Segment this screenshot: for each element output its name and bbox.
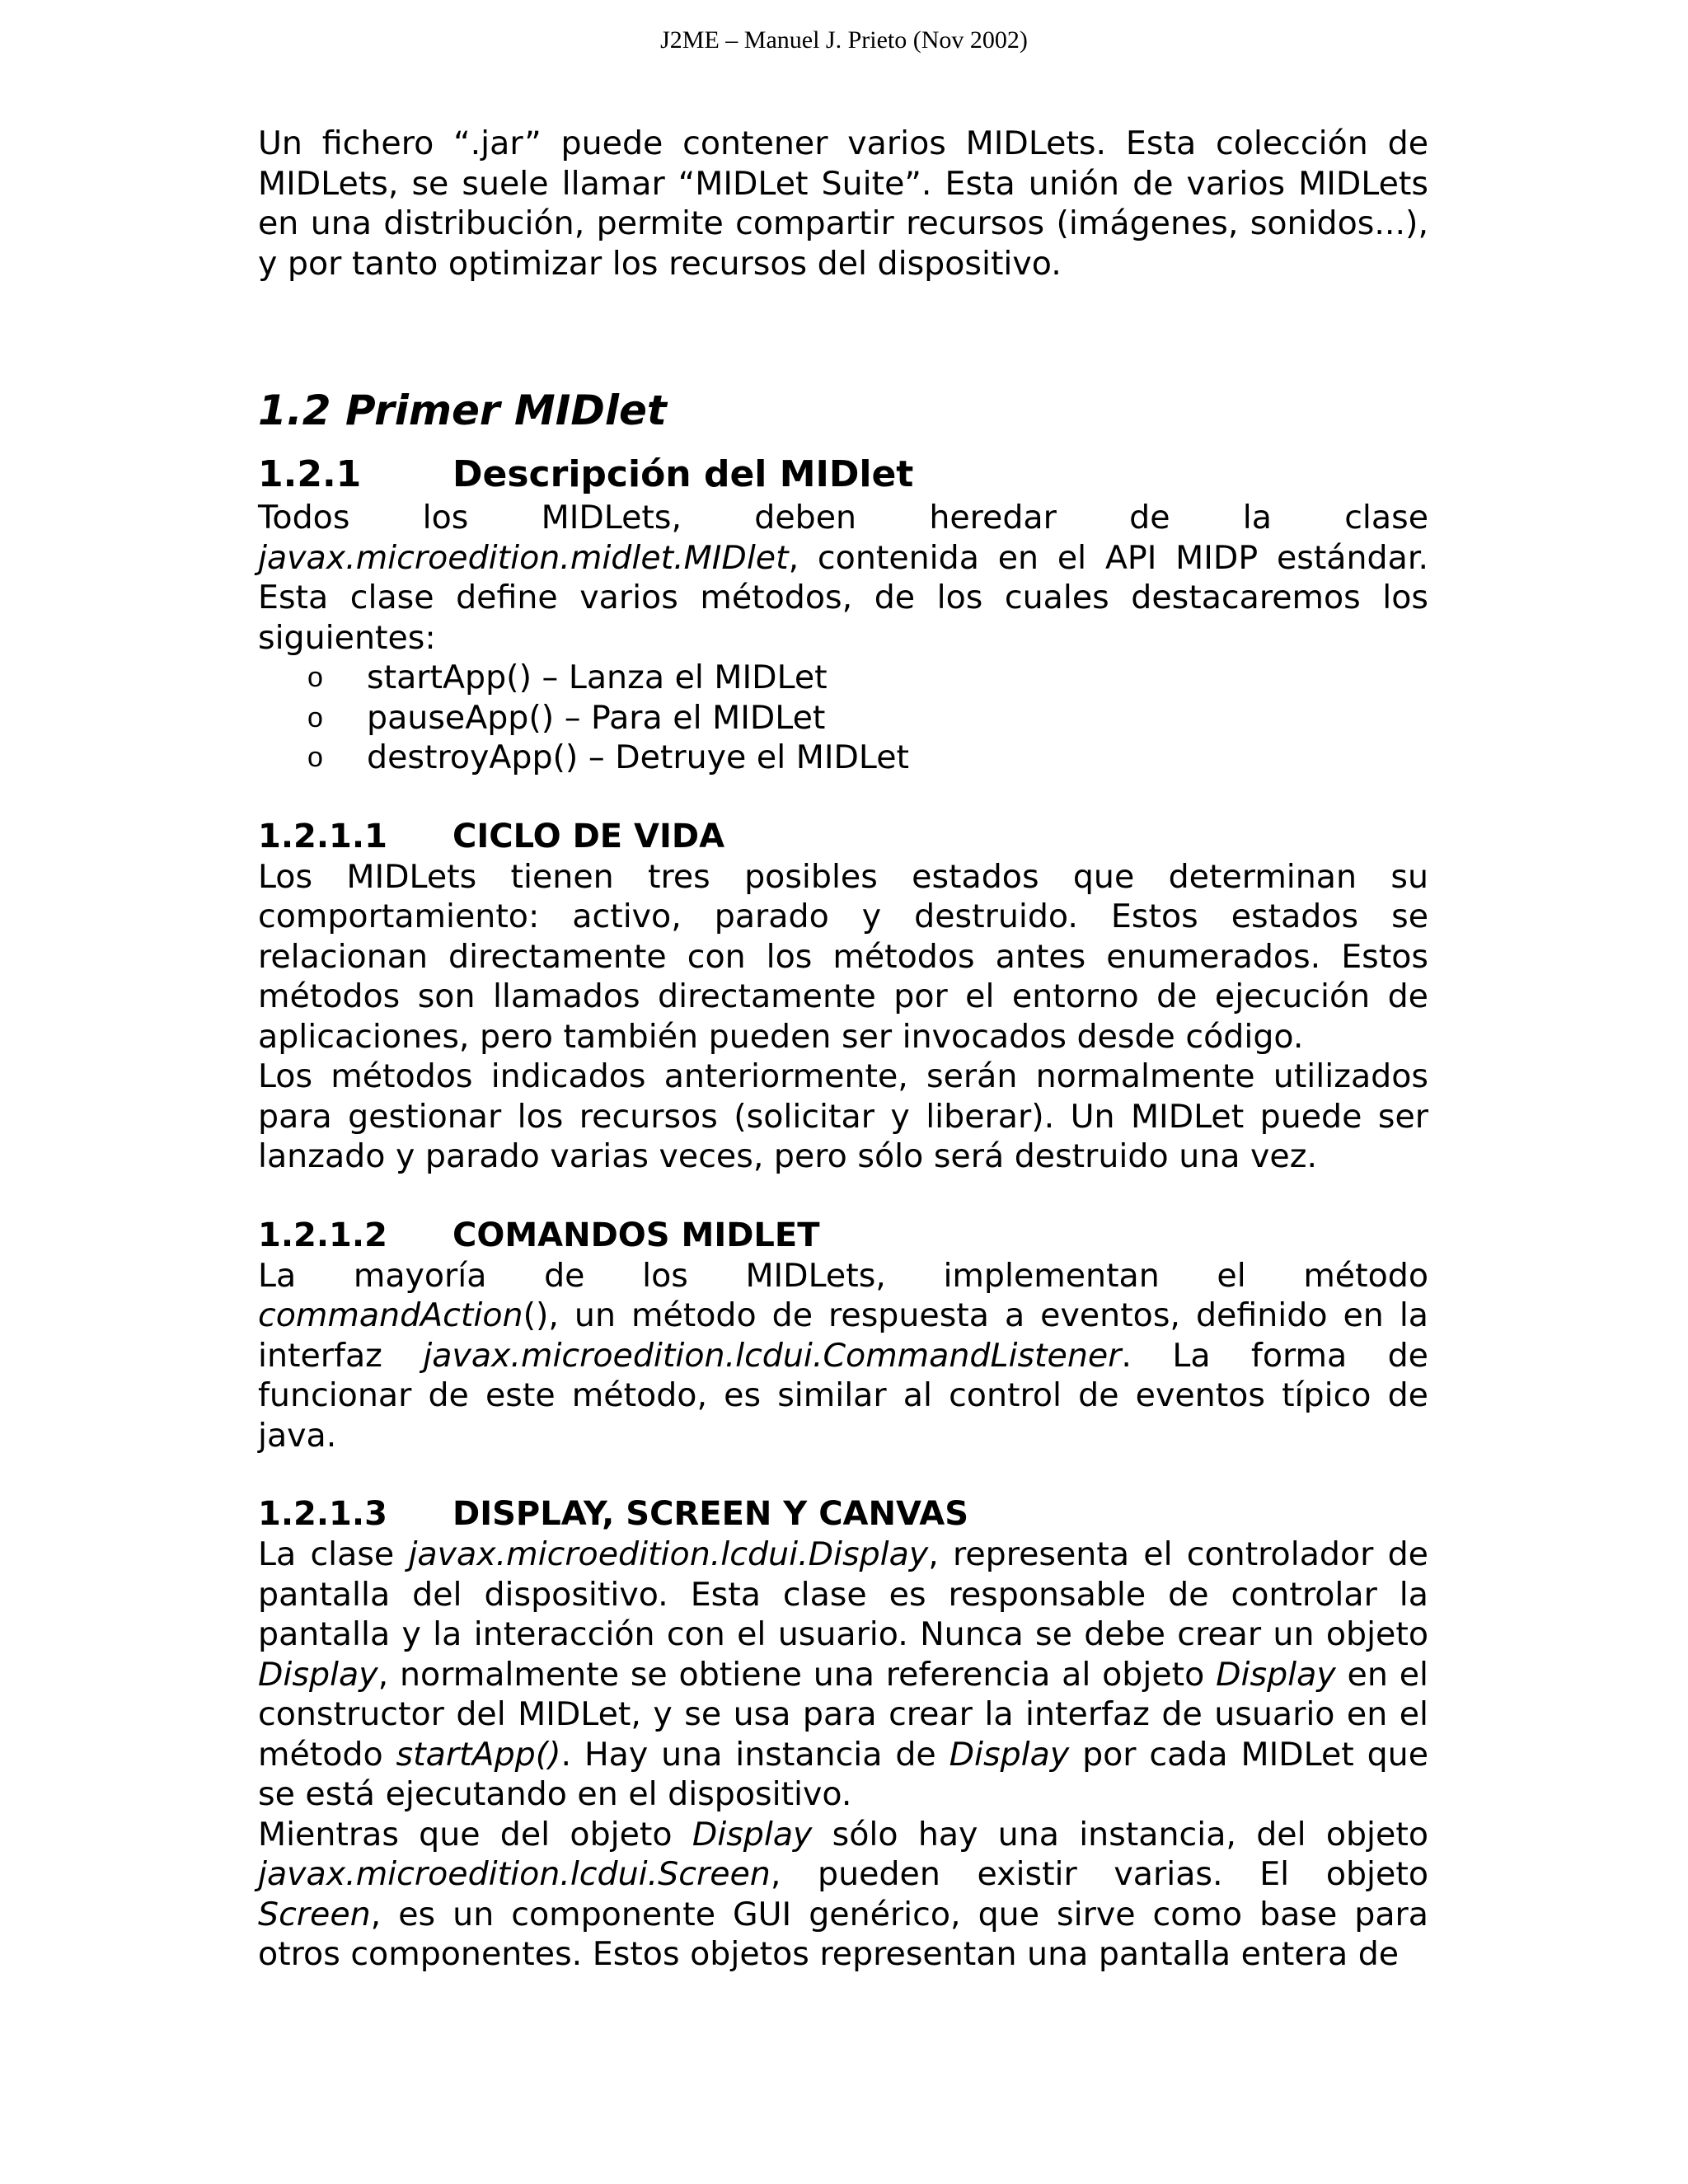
display-term: Display — [949, 1735, 1070, 1774]
lifecycle-paragraph-2: Los métodos indicados anteriormente, serán normalmente utilizados para gestionar los recursos (solicitar y liberar). Un MIDLet puede ser lanzado y parado varias veces, pero sólo será destruido una vez. — [258, 1057, 1428, 1175]
subsubsection-number: 1.2.1.2 — [258, 1216, 387, 1254]
display-text-part: por cada MIDLet que se está ejecutando en el dispositivo. — [258, 1735, 1429, 1813]
subsubsection-number: 1.2.1.3 — [258, 1495, 387, 1533]
subsubsection-heading-1-2-1-3 — [258, 1493, 1428, 1535]
midlet-description-line1: Todos los MIDLets, deben heredar de la clase — [258, 499, 1428, 537]
subsubsection-title: DISPLAY, SCREEN Y CANVAS — [452, 1495, 968, 1533]
commands-line1: La mayoría de los MIDLets, implementan el método — [258, 1256, 1428, 1295]
midlet-class-name: javax.microedition.midlet.MIDlet — [258, 538, 789, 577]
subsection-number: 1.2.1 — [258, 453, 362, 495]
display-class-name: javax.microedition.lcdui.Display — [408, 1535, 929, 1573]
display-text-part: sólo hay una instancia, del objeto — [812, 1815, 1428, 1854]
bullet-icon: o — [307, 662, 323, 693]
list-item-text: startApp() – Lanza el MIDLet — [367, 658, 828, 696]
subsection-title: Descripción del MIDlet — [452, 453, 914, 495]
list-item-text: destroyApp() – Detruye el MIDLet — [367, 738, 909, 776]
intro-paragraph: Un fichero “.jar” puede contener varios MIDLets. Esta colección de MIDLets, se suele llamar “MIDLet Suite”. Esta unión de varios MIDLets en una distribución, permite compartir recursos (imágenes, sonidos...), y por tanto optimizar los recursos del dispositivo. — [258, 124, 1428, 283]
bullet-icon: o — [307, 742, 323, 773]
command-action-method: commandAction — [258, 1296, 523, 1334]
display-text-part: , normalmente se obtiene una referencia al objeto — [377, 1655, 1217, 1694]
page-content — [258, 124, 1428, 1975]
display-text-part: . Hay una instancia de — [560, 1735, 950, 1774]
display-text-part: Mientras que del objeto — [258, 1815, 692, 1854]
display-text-part: en el constructor del MIDLet, y se usa para crear la interfaz de usuario en el método — [258, 1655, 1428, 1774]
display-term: Display — [258, 1655, 378, 1694]
display-text-part: , es un componente GUI genérico, que sirve como base para otros componentes. Estos objetos representan una pantalla entera de — [258, 1895, 1428, 1973]
subsection-heading-1-2-1 — [258, 452, 1428, 498]
display-term: Display — [1216, 1655, 1336, 1694]
midlet-description-paragraph — [258, 538, 1428, 658]
screen-class-name: javax.microedition.lcdui.Screen — [258, 1855, 771, 1893]
display-paragraph-1 — [258, 1535, 1428, 1815]
display-text-part: La clase — [258, 1535, 409, 1573]
subsubsection-number: 1.2.1.1 — [258, 817, 387, 855]
list-item — [258, 698, 1428, 738]
list-item — [258, 738, 1428, 778]
lifecycle-paragraph-1: Los MIDLets tienen tres posibles estados que determinan su comportamiento: activo, parado y destruido. Estos estados se relacionan directamente con los métodos antes enumerados. Estos métodos son llamados directamente por el entorno de ejecución de aplicaciones, pero también pueden ser invocados desde código. — [258, 857, 1428, 1056]
startapp-term: startApp() — [396, 1735, 561, 1774]
methods-list — [258, 658, 1428, 778]
commands-text-part: . La forma de funcionar de este método, es similar al control de eventos típico de java. — [258, 1336, 1428, 1455]
subsubsection-title: CICLO DE VIDA — [452, 817, 725, 855]
commands-text-part: (), un método de respuesta a eventos, definido en la interfaz — [258, 1296, 1428, 1375]
list-item — [258, 658, 1428, 698]
display-term: Display — [692, 1815, 813, 1854]
commands-paragraph — [258, 1296, 1428, 1455]
section-title-1-2: 1.2 Primer MIDlet — [258, 387, 667, 434]
bullet-icon: o — [307, 701, 323, 733]
display-paragraph-2 — [258, 1815, 1428, 1975]
display-text-part: , pueden existir varias. El objeto — [770, 1855, 1428, 1893]
list-item-text: pauseApp() – Para el MIDLet — [367, 698, 826, 737]
running-header: J2ME – Manuel J. Prieto (Nov 2002) — [660, 26, 1028, 54]
subsubsection-heading-1-2-1-1 — [258, 816, 1428, 857]
display-text-part: , representa el controlador de pantalla del dispositivo. Esta clase es responsable de controlar la pantalla y la interacción con el usuario. Nunca se debe crear un objeto — [258, 1535, 1428, 1653]
subsubsection-heading-1-2-1-2 — [258, 1215, 1428, 1256]
subsubsection-title: COMANDOS MIDLET — [452, 1216, 820, 1254]
command-listener-interface: javax.microedition.lcdui.CommandListener — [423, 1336, 1122, 1375]
screen-term: Screen — [258, 1895, 371, 1933]
midlet-description-rest: , contenida en el API MIDP estándar. Esta clase define varios métodos, de los cuales destacaremos los siguientes: — [258, 538, 1428, 657]
